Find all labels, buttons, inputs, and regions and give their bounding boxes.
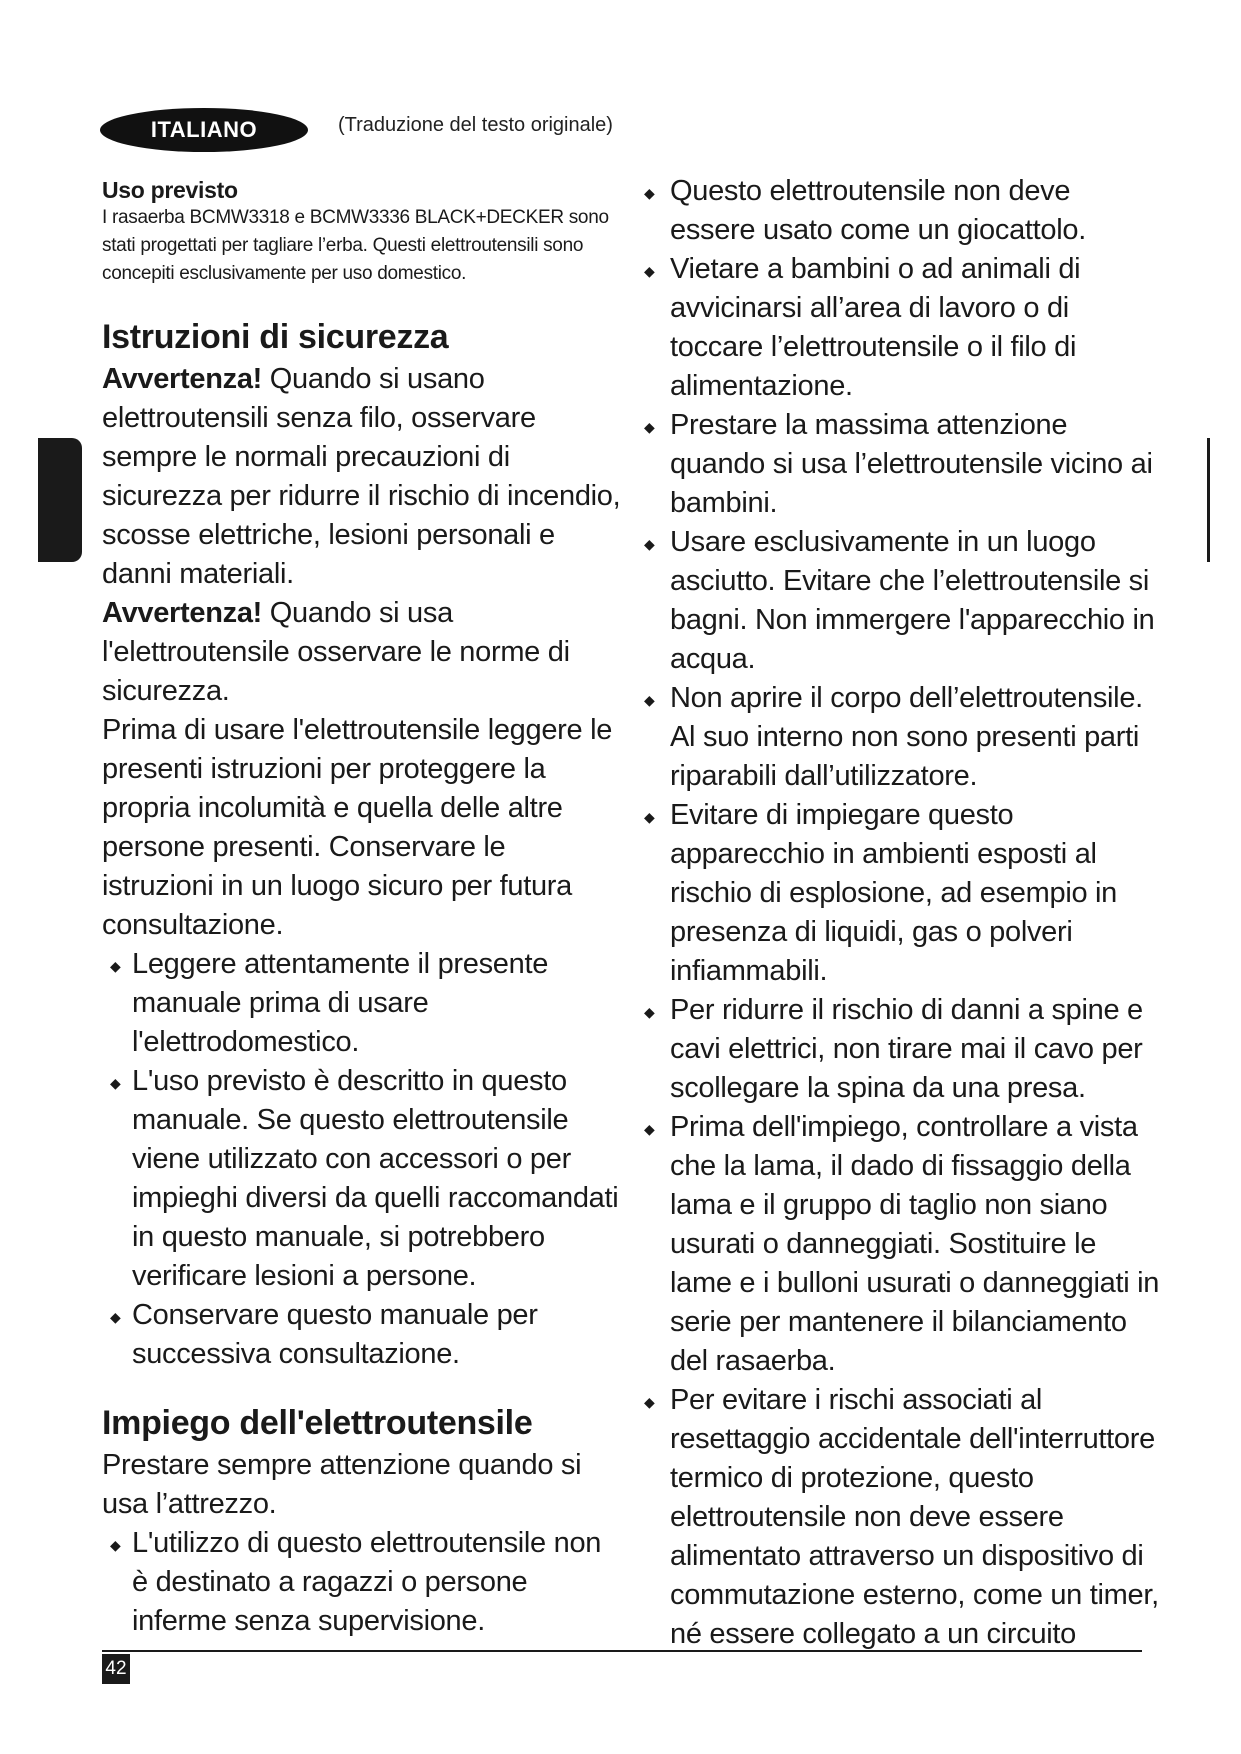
footer-divider: [102, 1650, 1142, 1652]
list-item: ◆ L'utilizzo di questo elettroutensile non è destinato a ragazzi o persone inferme senza supervisione.: [110, 1527, 602, 1637]
list-item: ◆ Non aprire il corpo dell’elettroutensile. Al suo interno non sono presenti parti riparabili dall’utilizzatore.: [644, 682, 1143, 792]
intended-use-text: I rasaerba BCMW3318 e BCMW3336 BLACK+DECKER sono stati progettati per tagliare l’erba. Questi elettroutensili sono concepiti esclusivamente per uso domestico.: [102, 207, 609, 284]
warning-paragraph-2: [102, 594, 622, 711]
diamond-bullet-icon: ◆: [644, 1121, 655, 1137]
language-badge: ITALIANO: [100, 108, 308, 152]
diamond-bullet-icon: ◆: [110, 1537, 121, 1553]
warning-text: Quando si usa l'elettroutensile osservare le norme di sicurezza.: [102, 597, 570, 707]
diamond-bullet-icon: ◆: [110, 1075, 121, 1091]
warning-text: Quando si usano elettroutensili senza filo, osservare sempre le normali precauzioni di sicurezza per ridurre il rischio di incendio, scosse elettriche, lesioni personali e danni materiali.: [102, 363, 621, 590]
list-item: ◆ Prestare la massima attenzione quando si usa l’elettroutensile vicino ai bambini.: [644, 409, 1153, 519]
warning-label: Avvertenza!: [102, 597, 263, 629]
diamond-bullet-icon: ◆: [644, 263, 655, 279]
list-item: ◆ Prima dell'impiego, controllare a vista che la lama, il dado di fissaggio della lama e il gruppo di taglio non siano usurati o danneggiati. Sostituire le lame e i bulloni usurati o danneggiati in serie per mantenere il bilanciamento del rasaerba.: [644, 1111, 1160, 1377]
list-item: ◆ Conservare questo manuale per successiva consultazione.: [110, 1299, 538, 1370]
list-item: ◆ Questo elettroutensile non deve essere usato come un giocattolo.: [644, 175, 1086, 246]
list-item: ◆ Vietare a bambini o ad animali di avvicinarsi all’area di lavoro o di toccare l’elettroutensile o il filo di alimentazione.: [644, 253, 1081, 402]
diamond-bullet-icon: ◆: [644, 419, 655, 435]
list-item: ◆ Usare esclusivamente in un luogo asciutto. Evitare che l’elettroutensile si bagni. Non immergere l'apparecchio in acqua.: [644, 526, 1155, 675]
diamond-bullet-icon: ◆: [644, 1394, 655, 1410]
warning-paragraph-1: [102, 360, 622, 594]
intro-paragraph: Prima di usare l'elettroutensile leggere le presenti istruzioni per proteggere la propria incolumità e quella delle altre persone presenti. Conservare le istruzioni in un luogo sicuro per futura consultazione.: [102, 714, 613, 941]
left-column: [102, 172, 622, 1641]
page-number: 42: [102, 1654, 130, 1684]
diamond-bullet-icon: ◆: [644, 692, 655, 708]
diamond-bullet-icon: ◆: [644, 536, 655, 552]
side-tab: [38, 438, 82, 562]
translation-note: (Traduzione del testo originale): [338, 114, 613, 136]
safety-heading: Istruzioni di sicurezza: [102, 318, 449, 356]
diamond-bullet-icon: ◆: [110, 958, 121, 974]
safety-bullet-list: [102, 945, 622, 1374]
diamond-bullet-icon: ◆: [110, 1309, 121, 1325]
tool-use-text: Prestare sempre attenzione quando si usa l’attrezzo.: [102, 1449, 582, 1520]
right-bullet-list: [644, 172, 1160, 1654]
diamond-bullet-icon: ◆: [644, 185, 655, 201]
list-item: ◆ Per evitare i rischi associati al resettaggio accidentale dell'interruttore termico di protezione, questo elettroutensile non deve essere alimentato attraverso un dispositivo di commutazione esterno, come un timer, né essere collegato a un circuito: [644, 1384, 1159, 1650]
diamond-bullet-icon: ◆: [644, 1004, 655, 1020]
list-item: ◆ Per ridurre il rischio di danni a spine e cavi elettrici, non tirare mai il cavo per scollegare la spina da una presa.: [644, 994, 1143, 1104]
intended-use-heading: Uso previsto: [102, 177, 238, 203]
right-column: [644, 172, 1160, 1654]
list-item: ◆ L'uso previsto è descritto in questo manuale. Se questo elettroutensile viene utilizzato con accessori o per impieghi diversi da quelli raccomandati in questo manuale, si potrebbero verificare lesioni a persone.: [110, 1065, 619, 1292]
tool-use-bullet-list: [102, 1524, 622, 1641]
list-item: ◆ Leggere attentamente il presente manuale prima di usare l'elettrodomestico.: [110, 948, 549, 1058]
tool-use-heading: Impiego dell'elettroutensile: [102, 1404, 533, 1442]
warning-label: Avvertenza!: [102, 363, 263, 395]
list-item: ◆ Evitare di impiegare questo apparecchio in ambienti esposti al rischio di esplosione, ad esempio in presenza di liquidi, gas o polveri infiammabili.: [644, 799, 1118, 987]
side-line: [1207, 438, 1210, 562]
diamond-bullet-icon: ◆: [644, 809, 655, 825]
